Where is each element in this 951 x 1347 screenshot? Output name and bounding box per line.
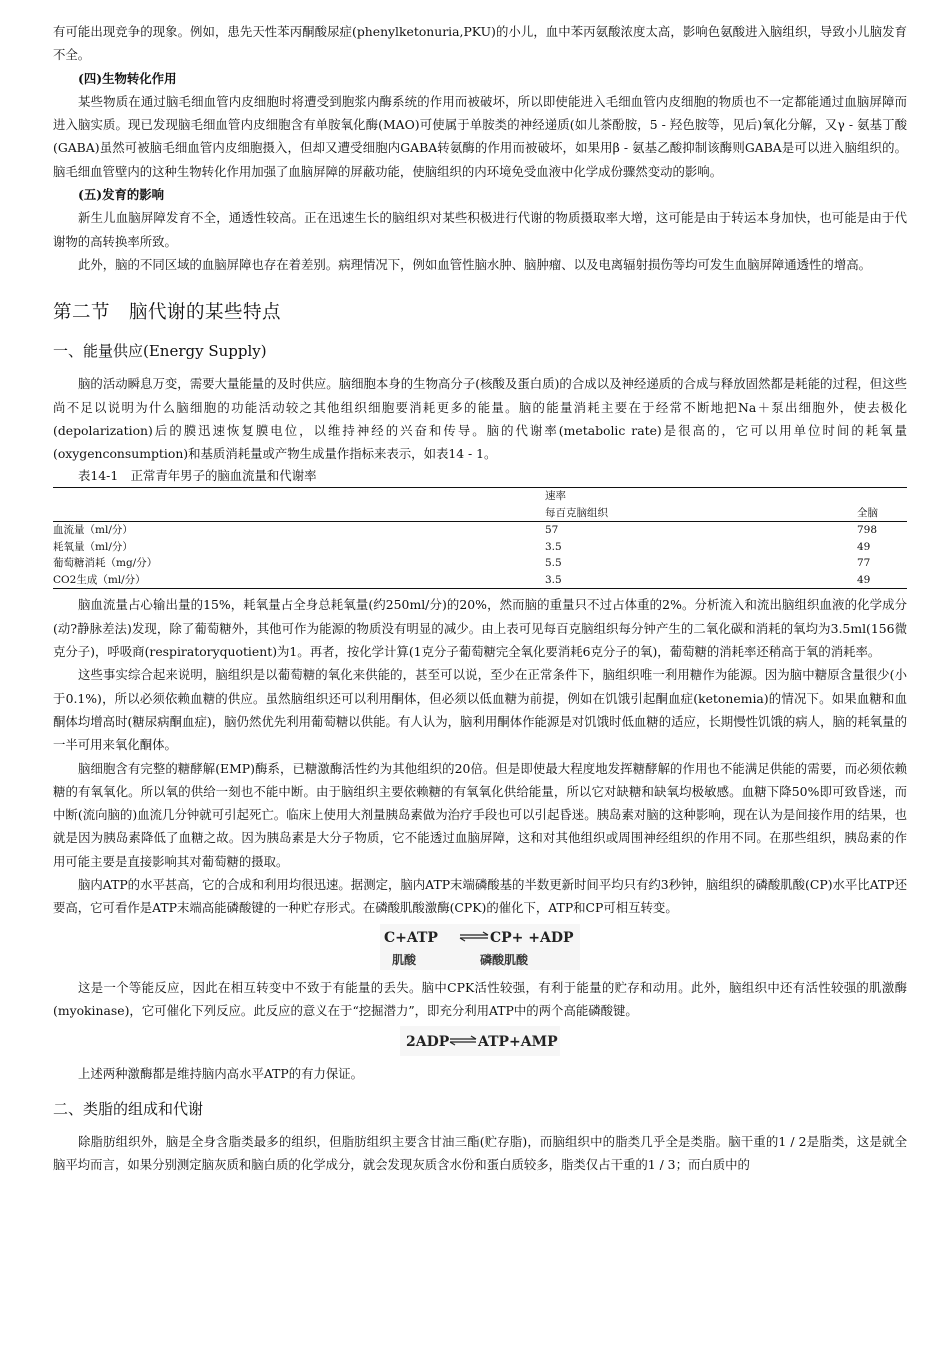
- paragraph: 某些物质在通过脑毛细血管内皮细胞时将遭受到胞浆内酶系统的作用而被破坏，所以即使能进入毛细血管内皮细胞的物质也不一定都能通过血脑屏障而进入脑实质。现已发现脑毛细血管内皮细胞含有单胺氧化酶(MAO)可使属于单胺类的神经递质(如儿茶酚胺，5 - 羟色胺等，见后)氧化分解，又γ - 氨基丁酸(GABA)虽然可被脑毛细血管内皮细胞摄入，但却又遭受细胞内GABA转氨酶的作用而被破坏，如果用β - 氨基乙酸抑制该酶则GABA是可以进入脑组织的。脑毛细血管壁内的这种生物转化作用加强了血脑屏障的屏蔽功能，使脑组织的内环境免受血液中化学成份骤然变动的影响。: [53, 93, 907, 179]
- paragraph: 脑细胞含有完整的糖酵解(EMP)酶系，已糖激酶活性约为其他组织的20倍。但是即使最大程度地发挥糖酵解的作用也不能满足供能的需要，而必须依赖糖的有氧氧化。所以氧的供给一刻也不能中断。由于脑组织主要依赖糖的有氧氧化供给能量，所以它对缺糖和缺氧均极敏感。血糖下降50%即可致昏迷，而中断(流向脑的)血流几分钟就可引起死亡。临床上使用大剂量胰岛素做为治疗手段也可以引起昏迷。胰岛素对脑的这种影响，现在认为是间接作用的结果，也就是因为胰岛素降低了血糖之故。因为胰岛素是大分子物质，它不能透过血脑屏障，这和对其他组织或周围神经组织的作用不同。在那些组织，胰岛素的作用可能主要是直接影响其对葡萄糖的摄取。: [53, 760, 907, 869]
- equation-right: ATP+AMP: [478, 1034, 558, 1051]
- part-title: 一、能量供应(Energy Supply): [53, 342, 267, 361]
- table-header-per100g: 每百克脑组织: [545, 505, 857, 522]
- paragraph: 脑内ATP的水平甚高，它的合成和利用均很迅速。据测定，脑内ATP末端磷酸基的半数更新时间平均只有约3秒钟，脑组织的磷酸肌酸(CP)水平比ATP还要高，它可看作是ATP末端高能磷酸键的一种贮存形式。在磷酸肌酸激酶(CPK)的催化下，ATP和CP可相互转变。: [53, 877, 907, 916]
- equation-left: C+ATP: [384, 929, 438, 946]
- paragraph: 此外，脑的不同区域的血脑屏障也存在着差别。病理情况下，例如血管性脑水肿、脑肿瘤、以及电离辐射损伤等均可发生血脑屏障通透性的增高。: [78, 256, 871, 272]
- paragraph: 有可能出现竞争的现象。例如，患先天性苯丙酮酸尿症(phenylketonuria,PKU)的小儿，血中苯丙氨酸浓度太高，影响色氨酸进入脑组织，导致小儿脑发育不全。: [53, 24, 907, 63]
- cell-per100g: 3.5: [545, 540, 562, 553]
- paragraph: 新生儿血脑屏障发育不全，通透性较高。正在迅速生长的脑组织对某些积极进行代谢的物质摄取率大增，这可能是由于转运本身加快，也可能是由于代谢物的高转换率所致。: [53, 210, 907, 249]
- table-row: [53, 572, 907, 589]
- cell-whole: 798: [857, 524, 878, 537]
- paragraph: 这些事实综合起来说明，脑组织是以葡萄糖的氧化来供能的，甚至可以说，至少在正常条件下，脑组织唯一利用糖作为能源。因为脑中糖原含量很少(小于0.1%)，所以必须依赖血糖的供应。虽然脑组织还可以利用酮体，但必须以低血糖为前提，例如在饥饿引起酮血症(ketonemia)的情况下。如果血糖和血酮体均增高时(糖尿病酮血症)，脑仍然优先利用葡萄糖以供能。有人认为，脑利用酮体作能源是对饥饿时低血糖的适应，长期慢性饥饿的病人，脑的耗氧量的一半可用来氧化酮体。: [53, 667, 907, 753]
- table-row: [53, 522, 907, 539]
- paragraph: 这是一个等能反应，因此在相互转变中不致于有能量的丢失。脑中CPK活性较强，有利于能量的贮存和动用。此外，脑组织中还有活性较强的肌激酶(myokinase)，它可催化下列反应。此反应的意义在于“挖掘潜力”，即充分利用ATP中的两个高能磷酸键。: [53, 979, 907, 1018]
- subsection-heading: (四)生物转化作用: [78, 70, 177, 86]
- row-label: 葡萄糖消耗（mg/分）: [53, 557, 158, 570]
- cell-whole: 77: [857, 557, 871, 570]
- equation-creatine-kinase: [53, 924, 907, 970]
- row-label: 耗氧量（ml/分）: [53, 540, 133, 553]
- part-title: 二、类脂的组成和代谢: [53, 1099, 204, 1118]
- cell-per100g: 5.5: [545, 557, 562, 570]
- table-row: [53, 555, 907, 572]
- table-header-whole: 全脑: [857, 505, 907, 522]
- table-caption: 表14-1 正常青年男子的脑血流量和代谢率: [78, 468, 317, 484]
- row-label: CO2生成（ml/分）: [53, 572, 545, 589]
- paragraph: 脑的活动瞬息万变，需要大量能量的及时供应。脑细胞本身的生物高分子(核酸及蛋白质)的合成以及神经递质的合成与释放固然都是耗能的过程，但这些尚不足以说明为什么脑细胞的功能活动较之其他组织细胞要消耗更多的能量。脑的能量消耗主要在于经常不断地把Na＋泵出细胞外，使去极化(depolarization)后的膜迅速恢复膜电位，以维持神经的兴奋和传导。脑的代谢率(metabolic rate)是很高的，它可以用单位时间的耗氧量(oxygenconsumption)和基质消耗量或产物生成量作指标来表示，如表14 - 1。: [53, 376, 907, 462]
- label-phosphocreatine: 磷酸肌酸: [480, 952, 529, 967]
- section-title: 第二节 脑代谢的某些特点: [53, 302, 282, 324]
- equation-image: [400, 1026, 560, 1056]
- cell-whole: 49: [857, 540, 871, 553]
- paragraph: 脑血流量占心输出量的15%，耗氧量占全身总耗氧量(约250ml/分)的20%，然而脑的重量只不过占体重的2%。分析流入和流出脑组织血液的化学成分(动?静脉差法)发现，除了葡萄糖外，其他可作为能源的物质没有明显的减少。由上表可见每百克脑组织每分钟产生的二氧化碳和消耗的氧均为3.5ml(156微克分子)，呼吸商(respiratoryquotient)为1。再者，按化学计算(1克分子葡萄糖完全氧化要消耗6克分子的氧)，葡萄糖的消耗率还稍高于氧的消耗率。: [53, 597, 907, 660]
- cell-per100g: 57: [545, 524, 559, 537]
- cell-whole: 49: [857, 572, 907, 589]
- row-label: 血流量（ml/分）: [53, 524, 133, 537]
- metabolism-table: [53, 487, 907, 589]
- table-row: [53, 539, 907, 556]
- paragraph: 除脂肪组织外，脑是全身含脂类最多的组织，但脂肪组织主要含甘油三酯(贮存脂)，而脑组织中的脂类几乎全是类脂。脑干重的1 / 2是脂类，这是就全脑平均而言，如果分别测定脑灰质和脑白质的化学成分，就会发现灰质含水份和蛋白质较多，脂类仅占干重的1 / 3；而白质中的: [53, 1133, 907, 1172]
- equation-image: [380, 924, 580, 970]
- equation-right: CP+ +ADP: [490, 929, 574, 946]
- cell-per100g: 3.5: [545, 572, 857, 589]
- label-creatine: 肌酸: [392, 952, 417, 967]
- paragraph: 上述两种激酶都是维持脑内高水平ATP的有力保证。: [78, 1066, 364, 1082]
- equation-left: 2ADP: [406, 1034, 450, 1051]
- subsection-heading: (五)发育的影响: [78, 187, 165, 203]
- equation-myokinase: [53, 1026, 907, 1056]
- table-group-header: 速率: [545, 488, 857, 505]
